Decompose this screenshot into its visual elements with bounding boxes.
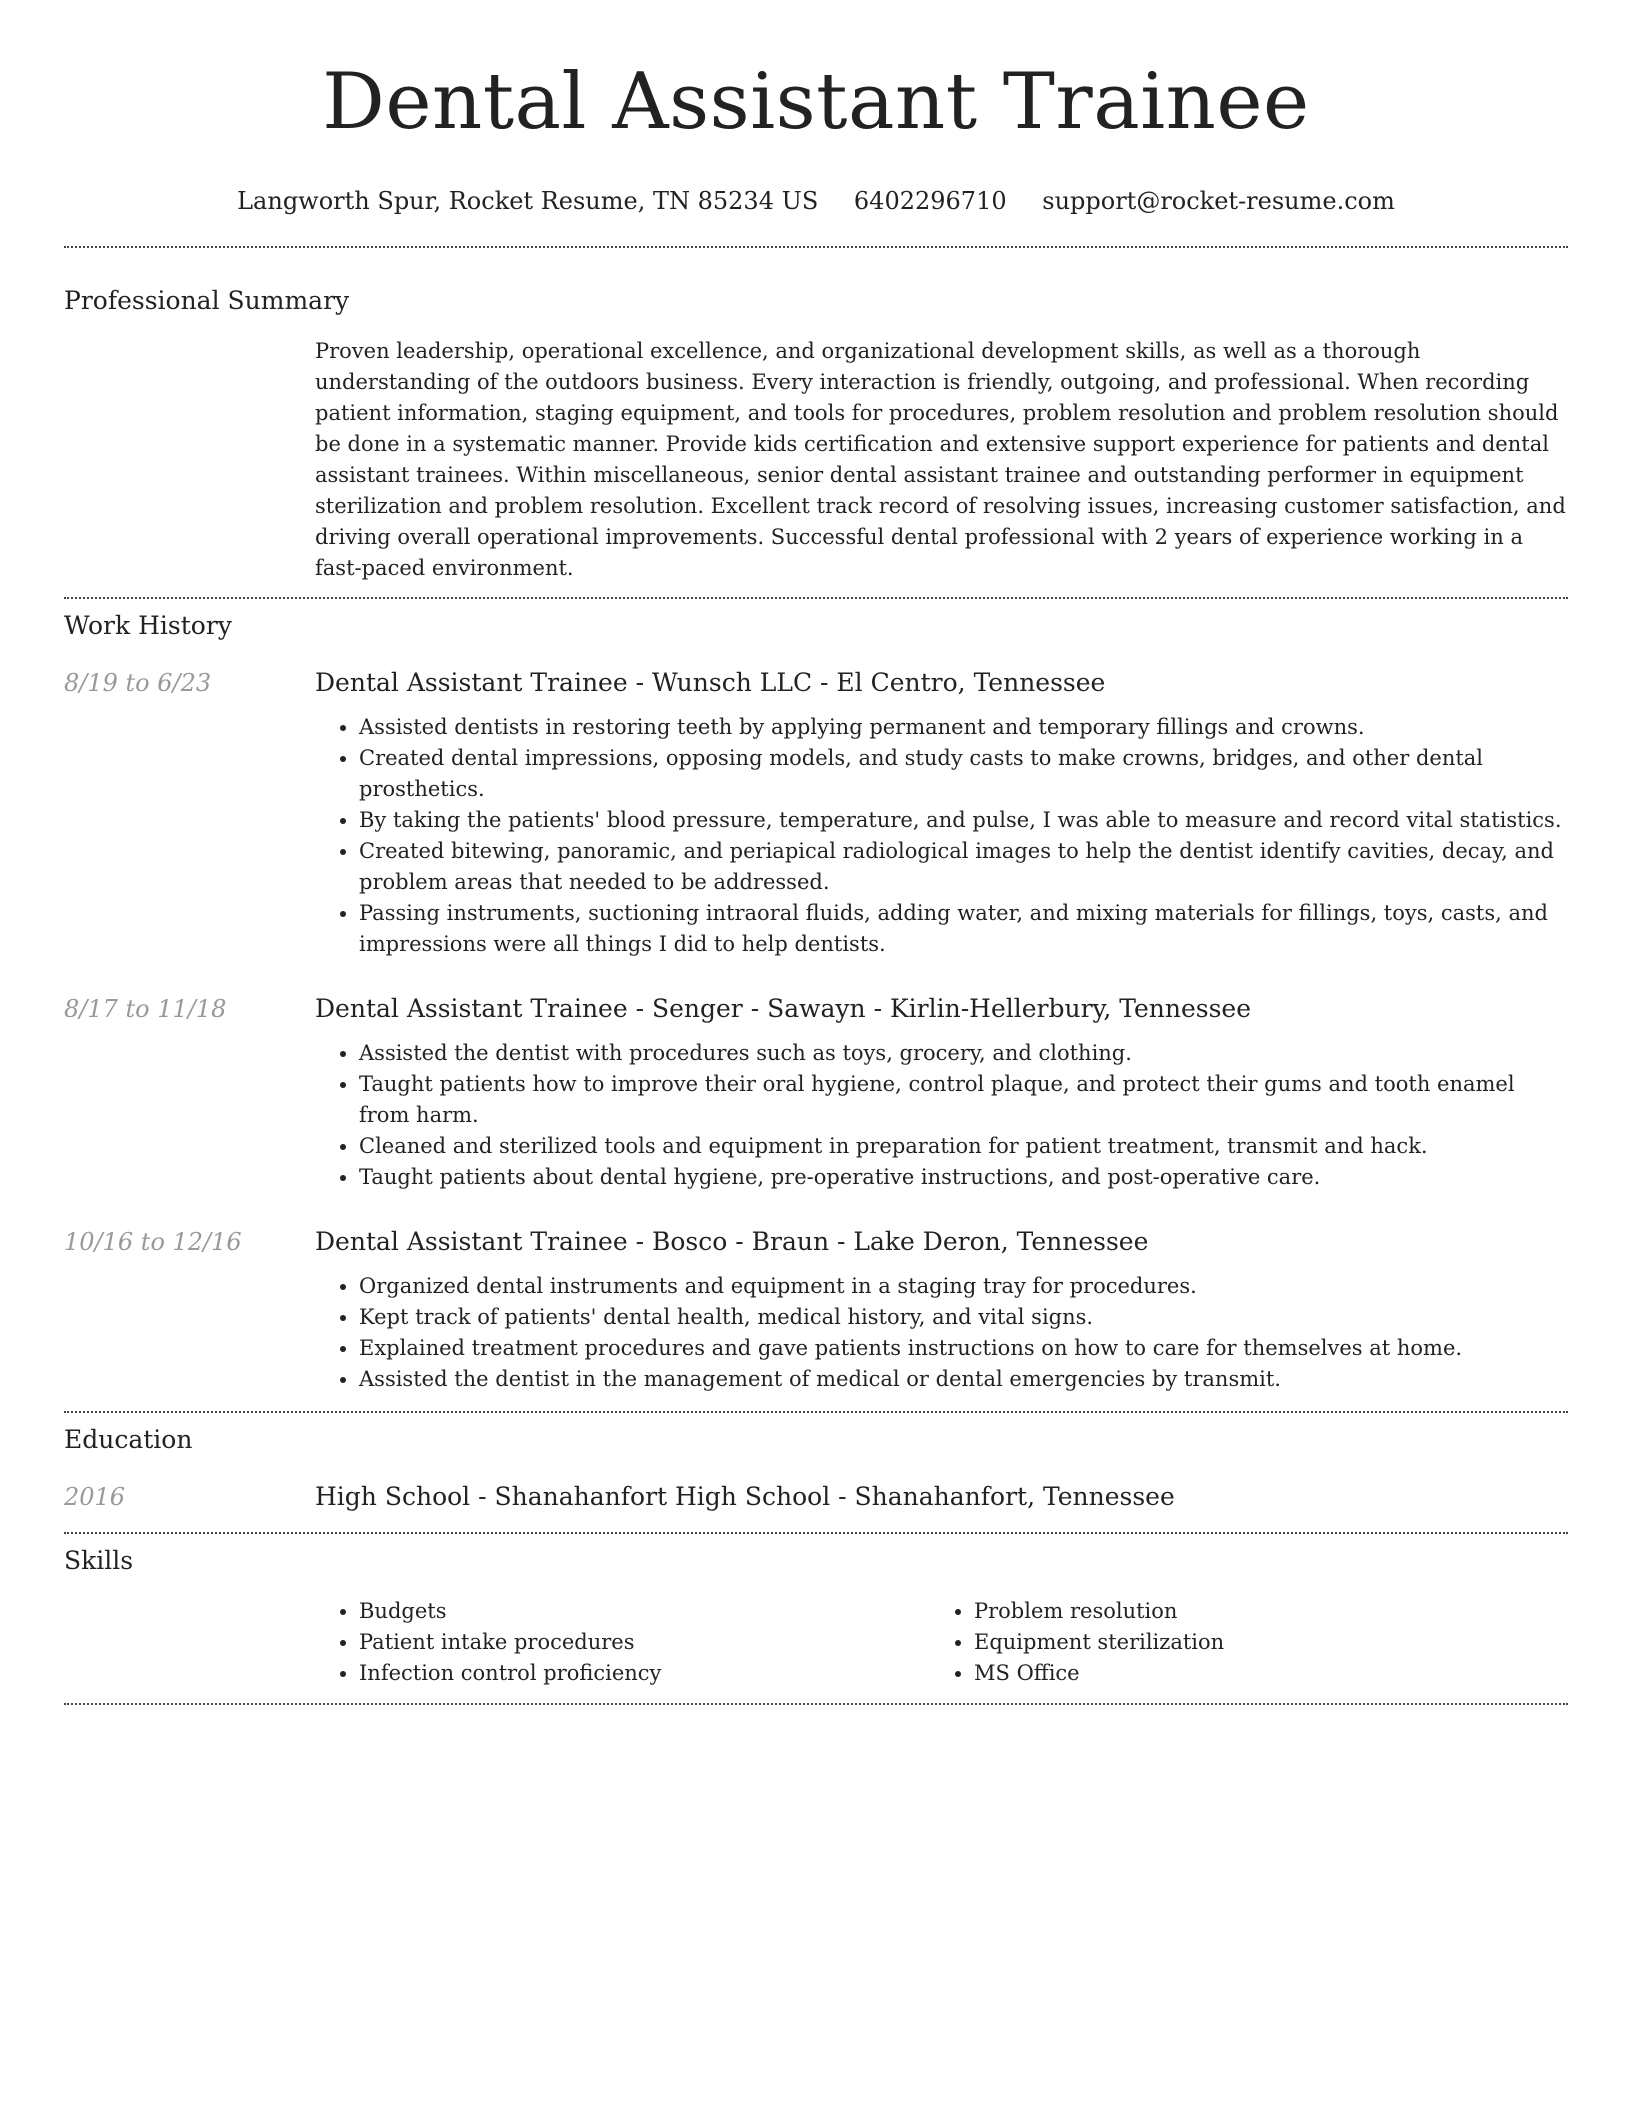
job-heading: Dental Assistant Trainee - Senger - Sawayn - Kirlin-Hellerbury, Tennessee — [315, 994, 1252, 1023]
job-heading: Dental Assistant Trainee - Wunsch LLC - El Centro, Tennessee — [315, 668, 1106, 697]
education-title: Education — [64, 1425, 193, 1454]
job-bullet: • By taking the patients' blood pressure, temperature, and pulse, I was able to measure and record vital statistics. — [359, 805, 1568, 836]
job-bullet: • Assisted the dentist with procedures such as toys, grocery, and clothing. — [359, 1038, 1568, 1069]
education-entry — [64, 1482, 1568, 1512]
skill-item: • Patient intake procedures — [359, 1627, 930, 1658]
job-entry — [64, 1227, 1568, 1395]
contact-email: support@rocket-resume.com — [1042, 187, 1395, 215]
job-bullet: • Explained treatment procedures and gave patients instructions on how to care for themselves at home. — [359, 1333, 1568, 1364]
job-bullet: • Cleaned and sterilized tools and equipment in preparation for patient treatment, transmit and hack. — [359, 1131, 1568, 1162]
job-bullet: • Created bitewing, panoramic, and periapical radiological images to help the dentist identify cavities, decay, and problem areas that needed to be addressed. — [359, 836, 1568, 898]
job-bullet: • Passing instruments, suctioning intraoral fluids, adding water, and mixing materials for fillings, toys, casts, and impressions were all things I did to help dentists. — [359, 898, 1568, 960]
work-history-section — [64, 599, 1568, 1395]
job-dates: 8/17 to 11/18 — [64, 995, 227, 1023]
job-bullets — [315, 1271, 1568, 1395]
skill-item: • Budgets — [359, 1596, 930, 1627]
job-bullet: • Organized dental instruments and equipment in a staging tray for procedures. — [359, 1271, 1568, 1302]
contact-phone: 6402296710 — [853, 187, 1007, 215]
education-heading: High School - Shanahanfort High School - Shanahanfort, Tennessee — [315, 1482, 1175, 1511]
job-bullet: • Assisted the dentist in the management of medical or dental emergencies by transmit. — [359, 1364, 1568, 1395]
summary-text: Proven leadership, operational excellence, and organizational development skills, as well as a thorough understanding of the outdoors business. Every interaction is friendly, outgoing, and professional. When recording patient information, staging equipment, and tools for procedures, problem resolution and problem resolution should be done in a systematic manner. Provide kids certification and extensive support experience for patients and dental assistant trainees. Within miscellaneous, senior dental assistant trainee and outstanding performer in equipment sterilization and problem resolution. Excellent track record of resolving issues, increasing customer satisfaction, and driving overall operational improvements. Successful dental professional with 2 years of experience working in a fast-paced environment. — [315, 339, 1566, 580]
job-bullet: • Kept track of patients' dental health, medical history, and vital signs. — [359, 1302, 1568, 1333]
job-entry — [64, 668, 1568, 960]
skills-grid — [315, 1596, 1568, 1689]
job-dates: 10/16 to 12/16 — [64, 1228, 242, 1256]
contact-address: Langworth Spur, Rocket Resume, TN 85234 US — [237, 187, 819, 215]
summary-section — [64, 248, 1568, 584]
skill-item: • MS Office — [974, 1658, 1545, 1689]
job-bullet: • Taught patients about dental hygiene, pre-operative instructions, and post-operative care. — [359, 1162, 1568, 1193]
contact-line — [64, 186, 1568, 216]
job-bullets — [315, 1038, 1568, 1193]
resume-name: Dental Assistant Trainee — [322, 57, 1310, 147]
skill-item: • Problem resolution — [974, 1596, 1545, 1627]
job-bullet: • Assisted dentists in restoring teeth by applying permanent and temporary fillings and crowns. — [359, 712, 1568, 743]
education-year: 2016 — [64, 1483, 126, 1511]
job-bullets — [315, 712, 1568, 960]
summary-spacer — [64, 336, 315, 584]
job-heading: Dental Assistant Trainee - Bosco - Braun - Lake Deron, Tennessee — [315, 1227, 1149, 1256]
job-entry — [64, 994, 1568, 1193]
work-history-title: Work History — [64, 611, 232, 640]
skill-item: • Equipment sterilization — [974, 1627, 1545, 1658]
skills-section — [64, 1534, 1568, 1689]
summary-title: Professional Summary — [64, 286, 350, 315]
skills-spacer — [64, 1596, 315, 1689]
section-divider — [64, 1703, 1568, 1705]
skills-title: Skills — [64, 1546, 134, 1575]
skill-item: • Infection control proficiency — [359, 1658, 930, 1689]
skills-list-right — [930, 1596, 1545, 1689]
education-section — [64, 1413, 1568, 1512]
job-bullet: • Created dental impressions, opposing models, and study casts to make crowns, bridges, and other dental prosthetics. — [359, 743, 1568, 805]
skills-list-left — [315, 1596, 930, 1689]
job-bullet: • Taught patients how to improve their oral hygiene, control plaque, and protect their gums and tooth enamel from harm. — [359, 1069, 1568, 1131]
job-dates: 8/19 to 6/23 — [64, 669, 212, 697]
